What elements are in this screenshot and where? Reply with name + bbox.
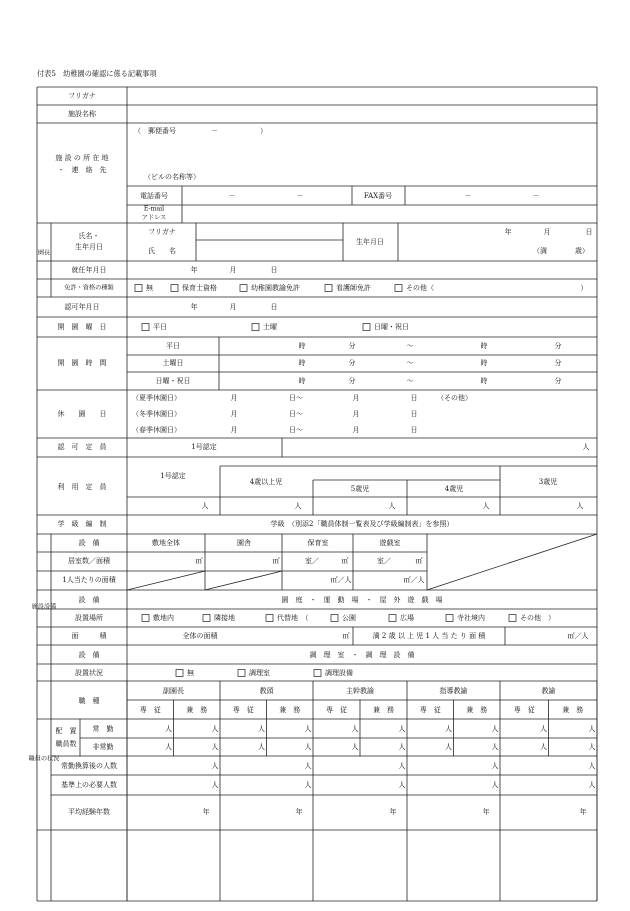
person-unit: 人: [540, 725, 547, 733]
hour-unit: 時: [298, 377, 306, 385]
classes-label: 学 級 編 制: [57, 520, 107, 528]
staff-section: 職員の状況: [28, 755, 60, 763]
email-label: アドレス: [141, 214, 167, 222]
open-saturday-checkbox[interactable]: [252, 324, 259, 331]
category-1-label: 1号認定: [160, 472, 186, 480]
person-unit: 人: [304, 743, 312, 751]
person-unit: 人: [482, 502, 490, 510]
equipment-col-label: 園舎: [237, 539, 251, 547]
person-unit: 人: [304, 762, 312, 770]
equipment-label: 設 備: [78, 539, 100, 547]
month-unit: 月: [352, 394, 360, 402]
person-unit: 人: [540, 743, 547, 751]
license-nurse-label: 看護師免許: [336, 284, 371, 292]
location-park-checkbox[interactable]: [331, 615, 338, 622]
birthdate-label: 生年月日: [356, 238, 384, 246]
open-saturday-label: 土曜: [263, 323, 277, 331]
cooking-equipment-label: 調理設備: [325, 669, 353, 677]
open-sunday-holiday-label: 日曜・祝日: [374, 323, 409, 331]
postal-code-field[interactable]: （ 郵便番号 － ）: [134, 127, 267, 135]
location-other-checkbox[interactable]: [509, 615, 516, 622]
person-unit: 人: [398, 762, 406, 770]
sqm-unit: ㎡: [341, 557, 349, 565]
address-label: 施 設 の 所 在 地: [55, 154, 109, 162]
minute-unit: 分: [554, 377, 562, 385]
sqm-unit: ㎡: [342, 632, 350, 640]
appointed-date-label: 就任年月日: [71, 266, 107, 274]
staff-role-header: 指導教諭: [439, 687, 468, 695]
person-unit: 人: [576, 502, 584, 510]
month-unit: 月: [229, 303, 237, 311]
fte-count-label: 常勤換算後の人数: [61, 762, 117, 770]
person-unit: 人: [211, 762, 219, 770]
approval-date-label: 認可年月日: [64, 303, 100, 311]
day-tilde: 日～: [289, 394, 303, 402]
tilde: ～: [406, 359, 414, 367]
facility-name-label: 施設名称: [68, 110, 96, 118]
person-unit: 人: [351, 725, 359, 733]
person-unit: 人: [388, 502, 396, 510]
staff-role-header: 教諭: [541, 687, 556, 695]
equipment-label: 設 備: [78, 651, 100, 659]
concurrent-label: 兼 務: [466, 706, 488, 714]
open-hours-row-label: 平日: [166, 342, 180, 350]
concurrent-label: 兼 務: [373, 706, 394, 714]
minute-unit: 分: [348, 342, 356, 350]
month-unit: 月: [230, 410, 238, 418]
location-on-site-label: 敷地内: [153, 614, 174, 622]
age-3-label: 3歳児: [538, 478, 558, 486]
license-label: 免許・資格の種類: [64, 284, 114, 292]
person-unit: 人: [258, 725, 265, 733]
email-label: E-mail: [143, 205, 165, 213]
full-time-label: 専 従: [513, 706, 535, 714]
fax-dash[interactable]: －: [532, 192, 540, 200]
month-unit: 月: [230, 394, 238, 402]
hour-unit: 時: [480, 342, 488, 350]
cooking-none-label: 無: [187, 669, 194, 677]
contact-label: ・ 連 絡 先: [57, 166, 107, 174]
equipment-col-label: 遊戯室: [379, 539, 401, 547]
full-time-label: 専 従: [419, 706, 441, 714]
staff-role-header: 教頭: [259, 687, 274, 695]
open-hours-row-label: 土曜日: [162, 359, 184, 367]
location-shrine-checkbox[interactable]: [446, 615, 453, 622]
phone-dash[interactable]: －: [296, 192, 304, 200]
capacity-label: 認 可 定 員: [57, 443, 107, 451]
installation-status-label: 設置状況: [75, 669, 103, 677]
day-tilde: 日～: [289, 410, 303, 418]
room-unit: 室／: [377, 557, 391, 565]
close-paren: ）: [580, 284, 588, 292]
person-unit: 人: [165, 743, 172, 751]
staff-role-header: 主幹教諭: [346, 687, 374, 695]
person-unit: 人: [258, 743, 265, 751]
rooms-area-label: 居室数／面積: [68, 557, 110, 565]
room-unit: 室／: [305, 557, 319, 565]
year-unit: 年: [579, 808, 587, 816]
person-unit: 人: [588, 762, 596, 770]
year-unit: 年: [202, 808, 210, 816]
license-kindergarten-label: 幼稚園教諭免許: [251, 284, 300, 292]
per-child-area-label: 満 2 歳 以 上 児 1 人 当 た り 面 積: [372, 632, 486, 640]
required-count-label: 基準上の必要人数: [61, 781, 117, 789]
sqm-unit: ㎡: [195, 557, 203, 565]
location-plaza-checkbox[interactable]: [389, 615, 396, 622]
per-person-area-label: 1人当たりの面積: [62, 576, 116, 584]
day-unit: 日: [270, 303, 278, 311]
month-unit: 月: [229, 266, 237, 274]
location-alternative-checkbox[interactable]: [266, 615, 273, 622]
person-unit: 人: [294, 502, 302, 510]
year-unit: 年: [190, 266, 198, 274]
equipment-section: 施設設備: [31, 603, 57, 611]
minute-unit: 分: [554, 342, 562, 350]
sqm-unit: ㎡: [272, 557, 280, 565]
open-days-label: 開 園 曜 日: [57, 323, 107, 331]
person-unit: 人: [398, 743, 406, 751]
open-hours-label: 開 園 時 間: [57, 359, 107, 367]
principal-name-label: 氏 名: [148, 247, 176, 255]
hour-unit: 時: [480, 377, 488, 385]
sqm-per-person-unit: ㎡／人: [330, 576, 352, 584]
day-unit: 日: [410, 426, 418, 434]
sqm-unit: ㎡: [415, 557, 423, 565]
day-unit: 日: [410, 410, 418, 418]
person-unit: 人: [582, 443, 590, 451]
month-unit: 月: [230, 426, 238, 434]
phone-dash[interactable]: －: [228, 192, 236, 200]
year-unit: 年: [295, 808, 303, 816]
day-tilde: 日～: [289, 426, 303, 434]
holiday-period-label: （春季休園日）: [132, 426, 181, 434]
person-unit: 人: [165, 725, 172, 733]
full-time-label: 専 従: [232, 706, 254, 714]
person-unit: 人: [211, 781, 219, 789]
equipment-col-label: 保育室: [307, 539, 329, 547]
person-unit: 人: [445, 743, 452, 751]
cooking-none-checkbox[interactable]: [176, 670, 183, 677]
average-experience-label: 平均経験年数: [68, 808, 110, 816]
day-unit: 日: [585, 228, 593, 236]
part-time-staff-label: 非常勤: [92, 743, 114, 751]
open-weekdays-label: 平日: [153, 323, 167, 331]
license-kindergarten-checkbox[interactable]: [240, 285, 247, 292]
assigned-staff-label: 配 置: [55, 727, 77, 735]
location-on-site-checkbox[interactable]: [142, 615, 149, 622]
staff-type-label: 職 種: [78, 697, 100, 705]
person-unit: 人: [491, 743, 499, 751]
location-alternative-label: 代替地 （: [277, 614, 309, 622]
minute-unit: 分: [348, 359, 356, 367]
month-unit: 月: [352, 410, 360, 418]
age-field[interactable]: （満 歳）: [533, 247, 589, 255]
person-unit: 人: [211, 725, 219, 733]
person-unit: 人: [351, 743, 359, 751]
equipment-col-label: 敷地全体: [152, 539, 180, 547]
year-unit: 年: [190, 303, 198, 311]
location-adjacent-checkbox[interactable]: [203, 615, 210, 622]
license-none-label: 無: [146, 284, 153, 292]
diagonal-strike: [127, 571, 205, 590]
minute-unit: 分: [348, 377, 356, 385]
year-unit: 年: [389, 808, 397, 816]
person-unit: 人: [201, 502, 209, 510]
equipment-label: 設 備: [78, 596, 100, 604]
license-nursery-label: 保育士資格: [182, 284, 217, 292]
area-label: 面 積: [71, 632, 107, 640]
holiday-period-label: （夏季休園日）: [132, 394, 181, 402]
cooking-equipment-checkbox[interactable]: [314, 670, 321, 677]
name-birth-label: 生年月日: [75, 243, 103, 251]
holiday-period-label: （冬季休園日）: [132, 410, 181, 418]
license-other-checkbox[interactable]: [395, 285, 402, 292]
tilde: ～: [406, 342, 414, 350]
location-label: 設置場所: [75, 614, 103, 622]
year-unit: 年: [482, 808, 490, 816]
location-plaza-label: 広場: [400, 614, 414, 622]
diagonal-strike: [205, 571, 282, 590]
month-unit: 月: [543, 228, 551, 236]
hour-unit: 時: [298, 359, 306, 367]
location-park-label: 公園: [342, 614, 356, 622]
person-unit: 人: [304, 725, 312, 733]
license-nursery-checkbox[interactable]: [171, 285, 178, 292]
cooking-label: 調 理 室 ・ 調 理 設 備: [309, 651, 415, 659]
diagonal-strike: [427, 534, 597, 590]
person-unit: 人: [211, 743, 219, 751]
age-4-label: 4歳児: [444, 485, 464, 493]
license-other-label: その他（: [406, 284, 434, 292]
age-5-label: 5歳児: [350, 485, 370, 493]
furigana-label: フリガナ: [148, 228, 176, 236]
location-adjacent-label: 隣接地: [214, 614, 235, 622]
person-unit: 人: [398, 781, 406, 789]
age-4plus-label: 4歳以上児: [249, 478, 283, 486]
category-1-label: 1号認定: [191, 443, 217, 451]
location-shrine-label: 寺社境内: [457, 614, 485, 622]
concurrent-label: 兼 務: [279, 706, 301, 714]
total-area-label: 全体の面積: [182, 632, 218, 640]
concurrent-label: 兼 務: [562, 706, 584, 714]
outdoor-area-label: 園 庭 ・ 運 動 場 ・ 屋 外 遊 戯 場: [281, 596, 443, 604]
holiday-other-label: （その他）: [437, 394, 472, 402]
building-name-field[interactable]: （ビルの名称等）: [144, 173, 200, 181]
person-unit: 人: [588, 743, 596, 751]
phone-label: 電話番号: [140, 192, 168, 200]
form-title: 付表5 幼稚園の確認に係る記載事項: [37, 69, 157, 78]
person-unit: 人: [588, 725, 596, 733]
person-unit: 人: [491, 762, 499, 770]
year-unit: 年: [504, 228, 512, 236]
staff-role-header: 副園長: [163, 687, 184, 695]
month-unit: 月: [352, 426, 360, 434]
tilde: ～: [406, 377, 414, 385]
hour-unit: 時: [298, 342, 306, 350]
full-time-label: 専 従: [139, 706, 161, 714]
person-unit: 人: [445, 725, 452, 733]
cooking-room-checkbox[interactable]: [238, 670, 245, 677]
sqm-per-person-unit: ㎡／人: [567, 632, 589, 640]
person-unit: 人: [588, 781, 596, 789]
classes-reference: 学級 （別添2「職員体制一覧表及び学級編制表」を参照）: [270, 520, 454, 528]
license-nurse-checkbox[interactable]: [325, 285, 332, 292]
fax-dash[interactable]: －: [464, 192, 472, 200]
name-birth-label: 氏名・: [78, 232, 100, 240]
open-weekdays-checkbox[interactable]: [142, 324, 149, 331]
assigned-staff-label: 職員数: [55, 740, 77, 748]
person-unit: 人: [491, 725, 499, 733]
open-sunday-holiday-checkbox[interactable]: [363, 324, 370, 331]
cooking-room-label: 調理室: [249, 669, 270, 677]
person-unit: 人: [398, 725, 406, 733]
person-unit: 人: [304, 781, 312, 789]
hour-unit: 時: [480, 359, 488, 367]
minute-unit: 分: [554, 359, 562, 367]
sqm-per-person-unit: ㎡／人: [403, 576, 425, 584]
location-other-label: その他 ）: [520, 614, 555, 622]
day-unit: 日: [270, 266, 278, 274]
principal-section: 園長: [37, 249, 51, 257]
concurrent-label: 兼 務: [186, 706, 208, 714]
person-unit: 人: [491, 781, 499, 789]
fax-label: FAX番号: [363, 192, 393, 200]
day-unit: 日: [410, 394, 418, 402]
open-hours-row-label: 日曜・祝日: [155, 377, 191, 385]
usage-label: 利 用 定 員: [57, 483, 107, 491]
full-time-staff-label: 常 勤: [92, 725, 114, 733]
furigana-label: フリガナ: [68, 92, 96, 100]
license-none-checkbox[interactable]: [135, 285, 142, 292]
holidays-label: 休 園 日: [57, 410, 107, 418]
full-time-label: 専 従: [326, 706, 347, 714]
